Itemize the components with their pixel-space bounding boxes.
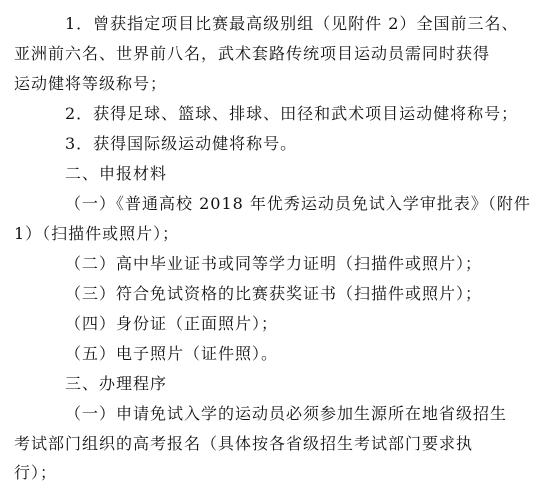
section-heading-2: 二、申报材料 bbox=[65, 164, 168, 183]
item-2: 2．获得足球、篮球、排球、田径和武术项目运动健将称号； bbox=[65, 104, 519, 123]
section-heading-3: 三、办理程序 bbox=[65, 374, 168, 393]
item-1-line-3: 运动健将等级称号； bbox=[14, 74, 168, 93]
item-3: 3．获得国际级运动健将称号。 bbox=[65, 134, 298, 153]
material-1-line-2: 1）（扫描件或照片）； bbox=[14, 224, 180, 243]
material-5: （五）电子照片（证件照）。 bbox=[65, 344, 279, 363]
item-1-line-1: 1．曾获指定项目比赛最高级别组（见附件 2）全国前三名、 bbox=[65, 14, 519, 33]
procedure-1-line-3: 行）； bbox=[14, 463, 58, 482]
item-1-line-2: 亚洲前六名、世界前八名，武术套路传统项目运动员需同时获得 bbox=[14, 44, 491, 63]
material-2: （二）高中毕业证书或同等学力证明（扫描件或照片）； bbox=[65, 254, 483, 273]
procedure-1-line-2: 考试部门组织的高考报名（具体按各省级招生考试部门要求执 bbox=[14, 434, 474, 453]
procedure-1-line-1: （一）申请免试入学的运动员必须参加生源所在地省级招生 bbox=[65, 404, 508, 423]
material-4: （四）身份证（正面照片）； bbox=[65, 314, 279, 333]
material-3: （三）符合免试资格的比赛获奖证书（扫描件或照片）； bbox=[65, 284, 483, 303]
material-1-line-1: （一）《普通高校 2018 年优秀运动员免试入学审批表》（附件 bbox=[65, 194, 531, 213]
